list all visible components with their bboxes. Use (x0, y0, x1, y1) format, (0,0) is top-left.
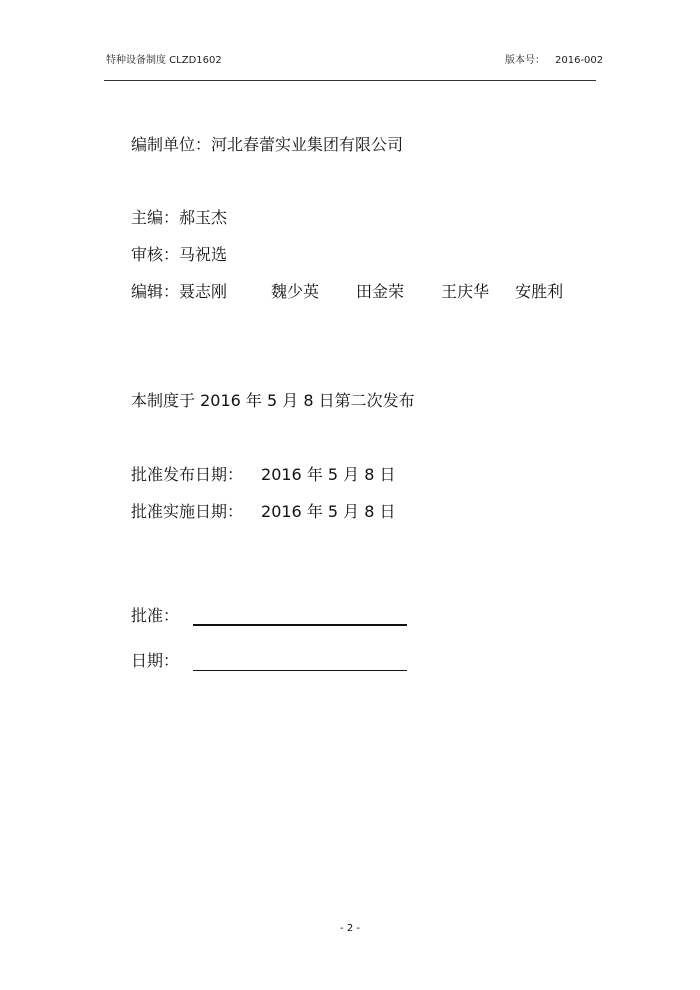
page-number: - 2 - (340, 923, 360, 934)
editors-label: 编辑： (131, 282, 180, 301)
implement-date-value: 2016 年 5 月 8 日 (261, 502, 396, 521)
approval-date-row (131, 462, 396, 485)
publish-statement: 本制度于 2016 年 5 月 8 日第二次发布 (131, 391, 415, 410)
approve-sign-row (131, 603, 407, 626)
editor-name: 王庆华 (441, 282, 490, 301)
editors-row (131, 279, 563, 302)
header-version (505, 51, 603, 66)
approve-signature-line (193, 610, 407, 626)
header-rule (104, 80, 596, 81)
implement-date-label: 批准实施日期： (131, 502, 244, 521)
compiling-unit: 编制单位：河北春蕾实业集团有限公司 (131, 135, 404, 154)
editor-name: 田金荣 (356, 282, 405, 301)
date-signature-line (193, 656, 407, 671)
header-doc-code: 特种设备制度 CLZD1602 (106, 55, 222, 66)
version-label: 版本号： (505, 55, 545, 66)
editor-name: 安胜利 (515, 282, 564, 301)
editor-name: 魏少英 (271, 282, 320, 301)
version-value: 2016-002 (555, 55, 604, 66)
approval-date-value: 2016 年 5 月 8 日 (261, 465, 396, 484)
editor-name: 聂志刚 (179, 282, 228, 301)
date-sign-label: 日期： (131, 651, 180, 670)
approval-date-label: 批准发布日期： (131, 465, 244, 484)
approve-sign-label: 批准： (131, 606, 180, 625)
reviewer: 审核：马祝选 (131, 245, 228, 264)
date-sign-row (131, 648, 407, 671)
implement-date-row (131, 499, 396, 522)
chief-editor: 主编：郝玉杰 (131, 208, 228, 227)
